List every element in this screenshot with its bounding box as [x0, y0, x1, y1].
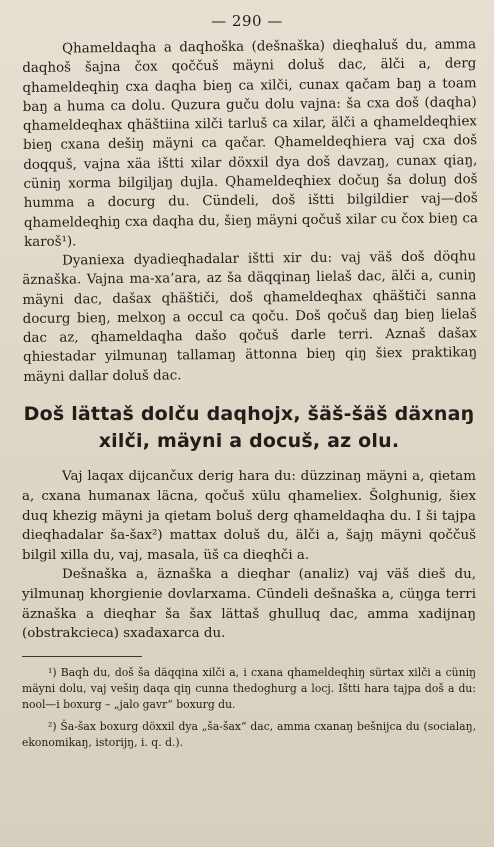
footnote — [22, 665, 476, 713]
section-heading: Doš lättaš dolču daqhojx, šäš-šäš däxnaŋ xilči, mäyni a docuš, az olu. — [23, 403, 475, 453]
body-paragraph: Vaj laqax dijcančux derig hara du: düzzinaŋ mäyni a, qietam a, cxana humanax läcna, qočuš xülu qhameliex. Šolghunig, šiex duq khezig mäyni ja qietam boluš derg qhameldaqha du. I ši tajpa dieqhadalar ša-šax²) mattax doluš du, älči a, šajŋ mäyni qoččuš bilgil xilla du, vaj, masala, üš ca dieqhči a. — [22, 469, 476, 563]
footnote-text: Baqh du, doš ša däqqina xilči a, i cxana qhameldeqhiŋ sürtax xilči a cüniŋ mäyni dolu, vaj vešiŋ daqa qiŋ cunna thedoghurg a locj. Ištti hara tajpa doš a du: nool—i boxurg – „jalo gavr“ boxurg du. — [22, 665, 476, 711]
footnote-separator — [22, 656, 142, 657]
footnote-text: Ša-šax boxurg döxxil dya „ša-šax“ dac, amma cxanaŋ bešnijca du (socialaŋ, ekonomikaŋ, istorijŋ, i. q. d.). — [22, 719, 477, 749]
page-content — [22, 37, 478, 757]
footnote — [22, 719, 476, 751]
page-number: — 290 — — [211, 12, 283, 30]
body-paragraph: Dyanieха dyadieqhadalar ištti xir du: vaj väš doš döqhu äznaška. Vajna ma-xa’ara, az ša däqqinaŋ lielaš dac, älči a, cuniŋ mäyni dac, dašax qhäštiči, doš qhameldeqhax qhäštiči sanna docurg bieŋ, melxoŋ a occul ca qoču. Doš qočuš daŋ bieŋ lielaš dac az, qhameldaqha dašo qočuš darle terri. Aznaš dašax qhiestadar yilmunaŋ tallamaŋ ättonna bieŋ qiŋ šiex praktikaŋ mäyni dallar doluš dac. — [22, 249, 478, 386]
footnote-marker: ²) — [48, 719, 57, 733]
footnote-marker: ¹) — [48, 665, 57, 679]
body-paragraph: Dešnaška a, äznaška a dieqhar (analiz) vaj väš dieš du, yilmunaŋ khorgienie dovlarxama. Cündeli dešnaška a, cüŋga terri äznaška a dieqhar ša šax lättaš ghulluq dac, amma xadijnaŋ (obstrakcieca) sxadaxarca du. — [22, 567, 476, 642]
body-paragraph: Qhameldaqha a daqhoška (dešnaška) dieqhaluš du, amma daqhoš šajna čox qoččuš mäyni doluš dac, älči a, derg qhameldeqhiŋ cxa daqha bieŋ ca xilči, cunax qačam baŋ a toam baŋ a huma ca dolu. Quzura guču dolu vajna: ša cxa doš (daqha) qhameldeqhax qhäštiina xilči tarluš ca xilar, älči a qhameldeqhiex bieŋ cxana dešiŋ mäyni ca qačar. Qhameldeqhiera vaj cxa doš doqquš, vajna xäa ištti xilar döxxil dya doš davzaŋ, cunax qiaŋ, cüniŋ xorma bilgiljaŋ dujla. Qhameldeqhiex dočuŋ ša doluŋ doš humma a docurg du. Cündeli, doš ištti bilgildier vaj—doš qhameldeqhiŋ cxa daqha du, šieŋ mäyni qočuš xilar cu čox bieŋ ca karoš¹). — [22, 37, 478, 250]
